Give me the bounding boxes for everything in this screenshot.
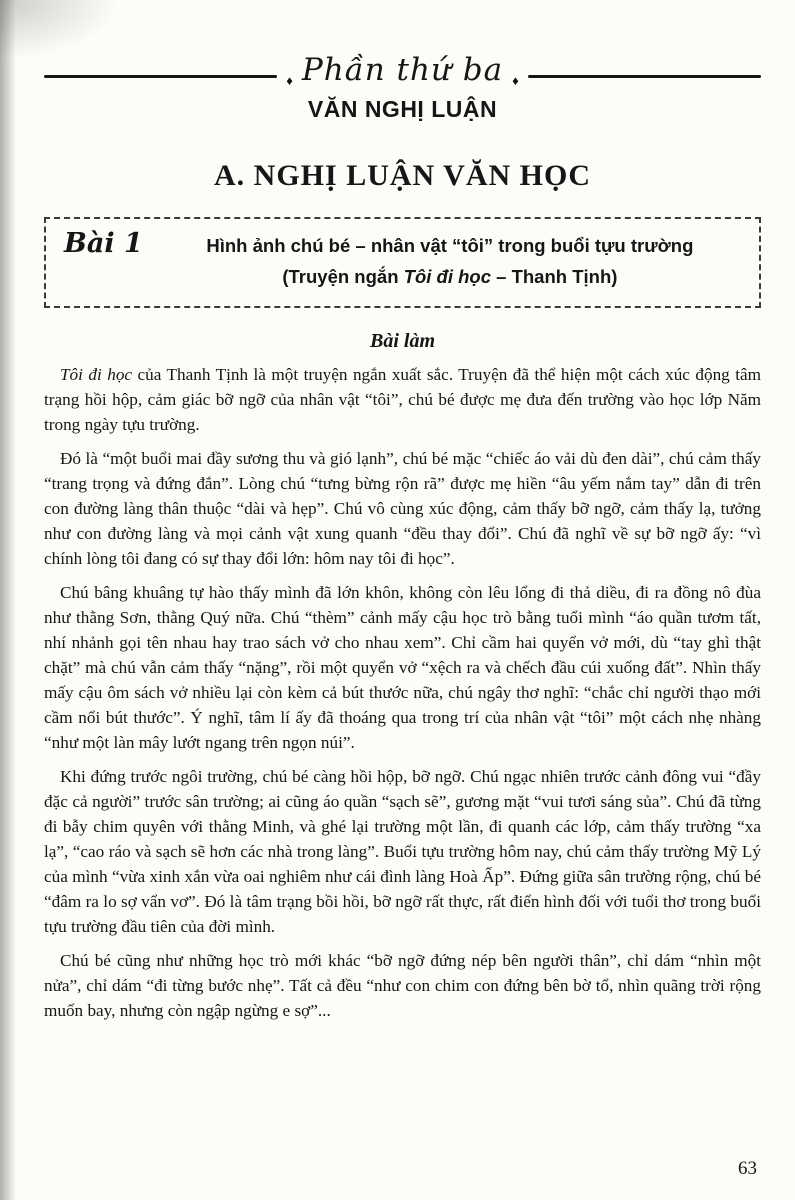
section-title: VĂN NGHỊ LUẬN (307, 96, 498, 122)
lesson-title-line2-suffix: – Thanh Tịnh) (491, 266, 618, 288)
divider-rule-left (44, 75, 277, 78)
main-heading: A. NGHỊ LUẬN VĂN HỌC (214, 159, 591, 192)
diamond-icon: ♦ (286, 72, 293, 88)
lesson-header-box (44, 217, 761, 308)
essay-paragraph (44, 948, 761, 1023)
lesson-title-line2-prefix: (Truyện ngắn (282, 266, 404, 288)
lesson-number-label: Bài 1 (64, 228, 143, 259)
scan-corner-shadow (0, 0, 120, 60)
essay-paragraph (44, 580, 761, 755)
scan-edge-shadow (0, 0, 16, 1200)
lesson-title-line1: Hình ảnh chú bé – nhân vật “tôi” trong buổi tựu trường (206, 235, 694, 256)
part-label: Phần thứ ba (301, 52, 504, 88)
essay-paragraph (44, 362, 761, 437)
work-title-italic: Tôi đi học (60, 364, 133, 384)
paragraph-text: Chú bâng khuâng tự hào thấy mình đã lớn khôn, không còn lêu lổng đi thả diều, đi ra đồng nô đùa như thằng Sơn, thằng Quý nữa. Chú “thèm” cảnh mấy cậu học trò bằng tuổi mình “áo quần tươm tất, nhí nhảnh gọi tên nhau hay trao sách vở cho nhau xem”. Chỉ cầm hai quyển vở mới, dù “tay ghì thật chặt” mà chú vẫn cảm thấy “nặng”, rồi một quyển vở “xệch ra và chếch đầu cúi xuống đất”. Nhìn thấy mấy cậu ôm sách vở nhiều lại còn kèm cả bút thước nữa, chú ngây thơ nghĩ: “chắc chỉ người thạo mới cầm nổi bút thước”. Ý nghĩ, tâm lí ấy đã thoáng qua trong trí của nhân vật “tôi” một cách nhẹ nhàng “như một làn mây lướt ngang trên ngọn núi”. (44, 582, 761, 752)
part-divider (44, 52, 761, 94)
lesson-title-work-name: Tôi đi học (403, 266, 491, 288)
essay-paragraph (44, 446, 761, 571)
paragraph-text: Chú bé cũng như những học trò mới khác “bỡ ngỡ đứng nép bên người thân”, chỉ dám “nhìn một nửa”, chỉ dám “đi từng bước nhẹ”. Tất cả đều “như con chim con đứng bên bờ tổ, nhìn quãng trời rộng muốn bay, nhưng còn ngập ngừng e sợ”... (44, 950, 761, 1020)
paragraph-text: Đó là “một buổi mai đầy sương thu và gió lạnh”, chú bé mặc “chiếc áo vải dù đen dài”, chú cảm thấy “trang trọng và đứng đắn”. Lòng chú “tưng bừng rộn rã” được mẹ hiền “âu yếm nắm tay” dẫn đi trên con đường làng thân thuộc “dài và hẹp”. Chú vô cùng xúc động, cảm thấy bỡ ngỡ, cảm thấy lạ, tưởng như con đường làng và mọi cảnh vật xung quanh “đều thay đổi”. Chú đã nghĩ về sự bỡ ngỡ ấy: “vì chính lòng tôi đang có sự thay đổi lớn: hôm nay tôi đi học”. (44, 448, 761, 568)
essay-heading: Bài làm (369, 329, 435, 352)
divider-rule-right (528, 75, 761, 78)
essay-paragraph (44, 764, 761, 939)
diamond-icon: ♦ (512, 72, 519, 88)
paragraph-text: Khi đứng trước ngôi trường, chú bé càng hồi hộp, bỡ ngỡ. Chú ngạc nhiên trước cảnh đông vui “đầy đặc cả người” trước sân trường; ai cũng áo quần “sạch sẽ”, gương mặt “vui tươi sáng sủa”. Chú đã từng đi bẫy chim quyên với thằng Minh, và ghé lại trường một lần, đi quanh các lớp, cảm thấy trường “xa lạ”, “cao ráo và sạch sẽ hơn các nhà trong làng”. Buổi tựu trường hôm nay, chú cảm thấy trường Mỹ Lý của mình “vừa xinh xắn vừa oai nghiêm như cái đình làng Hoà Ấp”. Đứng giữa sân trường rộng, chú bé “đâm ra lo sợ vẩn vơ”. Đó là tâm trạng bồi hồi, bỡ ngỡ rất thực, rất điển hình đối với tuổi thơ trong buổi tựu trường đầu tiên của đời mình. (44, 766, 761, 936)
paragraph-text: của Thanh Tịnh là một truyện ngắn xuất sắc. Truyện đã thể hiện một cách xúc động tâm trạng hồi hộp, cảm giác bỡ ngỡ của nhân vật “tôi”, chú bé được mẹ đưa đến trường vào học lớp Năm trong ngày tựu trường. (44, 364, 761, 434)
lesson-title (157, 230, 743, 293)
page-number: 63 (738, 1158, 757, 1179)
lesson-title-line2 (157, 261, 743, 292)
